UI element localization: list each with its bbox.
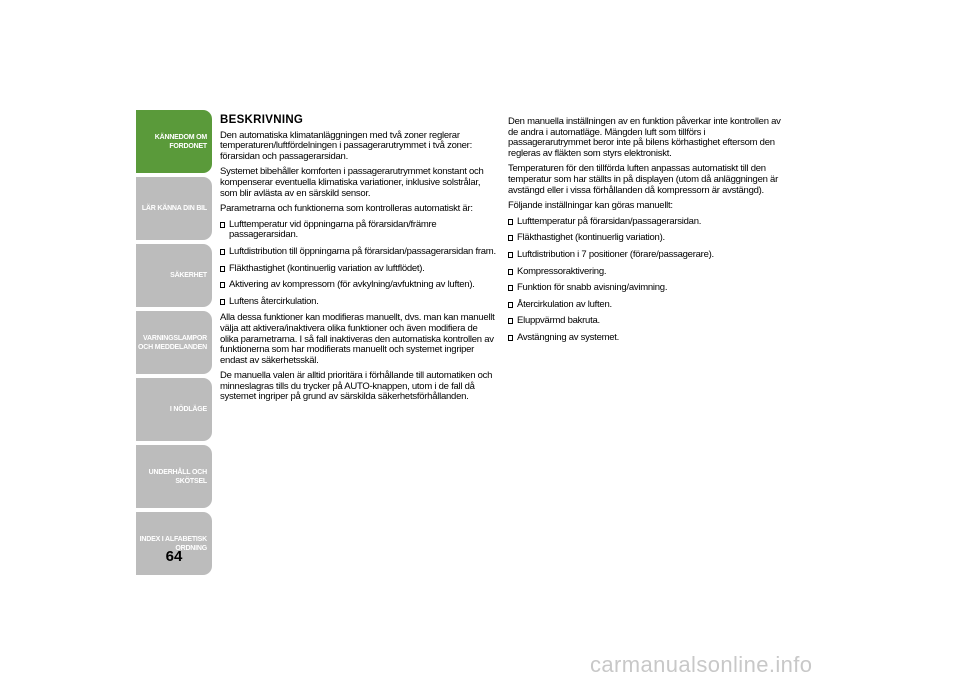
tab-i-nodlage[interactable] bbox=[136, 378, 212, 441]
right-column bbox=[508, 117, 784, 350]
tab-lar-kanna-din-bil[interactable] bbox=[136, 177, 212, 240]
tab-underhall-och-skotsel[interactable] bbox=[136, 445, 212, 508]
tab-label: VARNINGSLAMPOR bbox=[143, 334, 207, 342]
paragraph: Temperaturen för den tillförda luften anpassas automatiskt till den temperatur som har ställts in på displayen (utom då anläggningen är avstängd eller i vissa förhållanden då kompressorn är avstängd). bbox=[508, 163, 778, 196]
paragraph: Den manuella inställningen av en funktion påverkar inte kontrollen av de andra i automatläge. Mängden luft som tillförs i passagerarutrymmet beror inte på bilens körhastighet eftersom den regleras av fläkten som styrs elektroniskt. bbox=[508, 116, 781, 159]
tab-index[interactable] bbox=[136, 512, 212, 575]
list-item: Luftdistribution i 7 positioner (förare/passagerare). bbox=[508, 250, 784, 261]
list-item: Kompressoraktivering. bbox=[508, 267, 784, 278]
list-item: Eluppvärmd bakruta. bbox=[508, 316, 784, 327]
paragraph: De manuella valen är alltid prioritära i förhållande till automatiken och minneslagras tills du trycker på AUTO-knappen, utom i de fall då systemet ingriper på grund av särskilda säkerhetsförhållanden. bbox=[220, 370, 493, 403]
list-item: Luftdistribution till öppningarna på förarsidan/passagerarsidan fram. bbox=[220, 247, 496, 258]
tab-label: SKÖTSEL bbox=[175, 477, 207, 485]
list-item: Lufttemperatur på förarsidan/passagerarsidan. bbox=[508, 217, 784, 228]
paragraph: Systemet bibehåller komforten i passagerarutrymmet konstant och kompenserar eventuella klimatiska variationer, inklusive solstrålar, som blir avlästa av en särskild sensor. bbox=[220, 166, 484, 199]
chapter-sidebar bbox=[136, 110, 212, 579]
paragraph: Parametrarna och funktionerna som kontrolleras automatiskt är: bbox=[220, 203, 473, 215]
list-item: Funktion för snabb avisning/avimning. bbox=[508, 283, 784, 294]
list-item: Luftens återcirkulation. bbox=[220, 297, 496, 308]
paragraph: Alla dessa funktioner kan modifieras manuellt, dvs. man kan manuellt välja att aktivera/inaktivera olika funktioner och även modifiera de olika parametrarna. I så fall inaktiveras den automatiska kontrollen av funktionerna som har modifierats manuellt och systemet ingriper endast av säkerhetsskäl. bbox=[220, 312, 495, 366]
list-item: Fläkthastighet (kontinuerlig variation av luftflödet). bbox=[220, 264, 496, 275]
list-item: Avstängning av systemet. bbox=[508, 333, 784, 344]
list-item: Lufttemperatur vid öppningarna på förarsidan/främre passagerarsidan. bbox=[220, 220, 496, 241]
tab-label: I NÖDLÄGE bbox=[169, 406, 207, 413]
paragraph: Följande inställningar kan göras manuellt: bbox=[508, 200, 673, 212]
tab-sakerhet[interactable] bbox=[136, 244, 212, 307]
tab-label: FORDONET bbox=[169, 142, 207, 150]
list-item: Fläkthastighet (kontinuerlig variation). bbox=[508, 233, 784, 244]
left-column bbox=[220, 115, 496, 408]
tab-label: KÄNNEDOM OM bbox=[154, 133, 207, 141]
page-number: 64 bbox=[165, 548, 183, 565]
section-heading: BESKRIVNING bbox=[220, 114, 304, 126]
watermark: carmanualsonline.info bbox=[590, 652, 813, 677]
paragraph: Den automatiska klimatanläggningen med två zoner reglerar temperaturen/luftfördelningen i passagerarutrymmet i två zoner: förarsidan och passagerarsidan. bbox=[220, 129, 472, 162]
auto-functions-list bbox=[220, 220, 496, 308]
tab-label: UNDERHÅLL OCH bbox=[148, 468, 207, 476]
tab-label: INDEX I ALFABETISK bbox=[139, 535, 207, 543]
list-item: Återcirkulation av luften. bbox=[508, 300, 784, 311]
manual-settings-list bbox=[508, 217, 784, 344]
tab-label: LÄR KÄNNA DIN BIL bbox=[141, 205, 207, 212]
tab-label: ORDNING bbox=[175, 544, 207, 552]
tab-label: SÄKERHET bbox=[170, 272, 207, 279]
tab-varningslampor[interactable] bbox=[136, 311, 212, 374]
list-item: Aktivering av kompressorn (för avkylning/avfuktning av luften). bbox=[220, 280, 496, 291]
tab-kannedom-om-fordonet[interactable] bbox=[136, 110, 212, 173]
tab-label: OCH MEDDELANDEN bbox=[138, 343, 207, 351]
